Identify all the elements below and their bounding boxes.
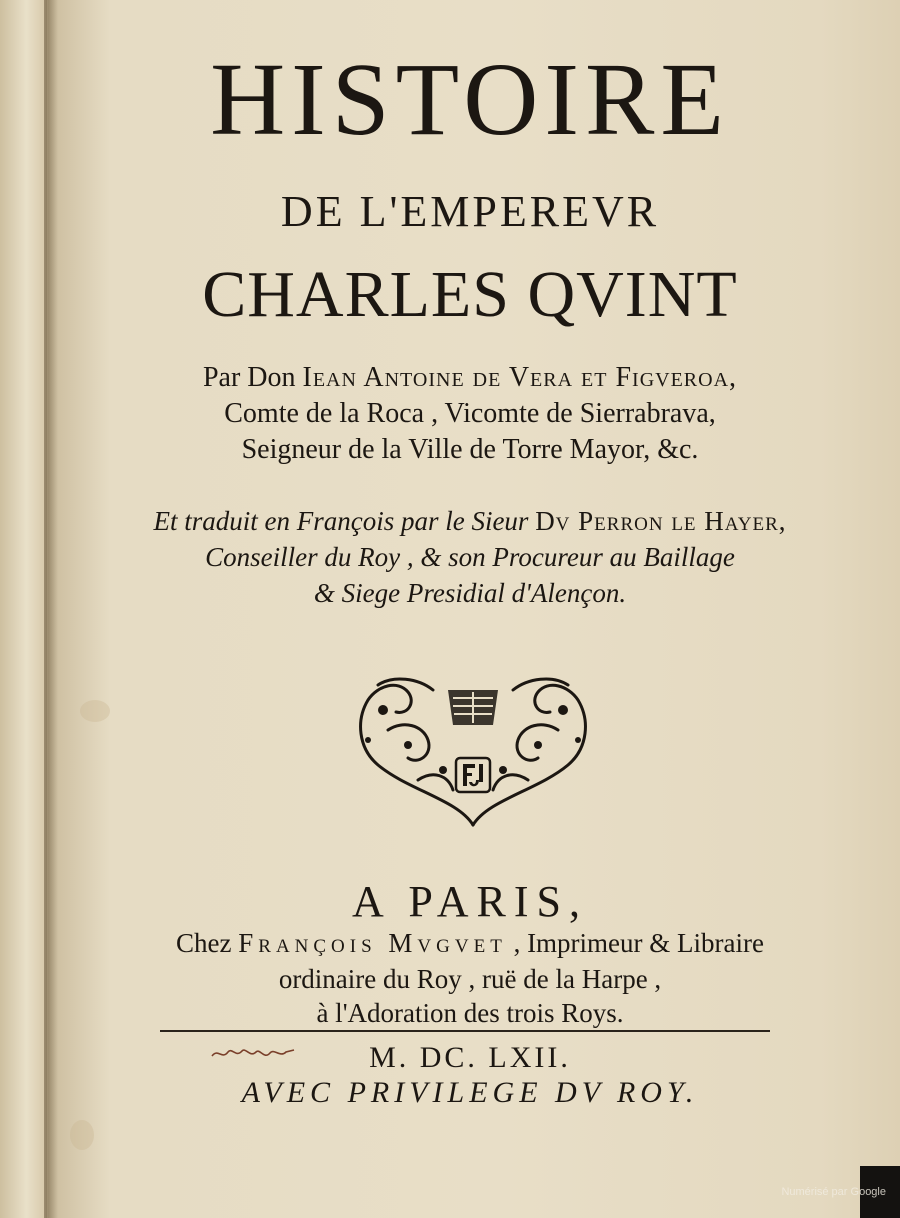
translator-line-1 [60,508,880,535]
translator-prefix: Et traduit en François par le Sieur [153,506,536,536]
paper-stain [80,700,110,722]
imprint-prefix: Chez [176,928,239,958]
facing-page-edge [0,0,44,1218]
imprint-line-2: ordinaire du Roy , ruë de la Harpe , [278,964,662,994]
royal-privilege: AVEC PRIVILEGE DV ROY. [241,1076,699,1109]
translator-line-2: Conseiller du Roy , & son Procureur au Baillage [205,542,735,572]
imprint-line-3: à l'Adoration des trois Roys. [316,998,624,1028]
author-line-3: Seigneur de la Ville de Torre Mayor, &c. [241,434,699,465]
book-gutter [44,0,47,1218]
digitization-watermark: Numérisé par Google [781,1186,886,1198]
imprint-line-1 [60,930,880,957]
printer-name: François Mvgvet [238,928,507,958]
imprint-city: A PARIS, [351,877,589,926]
book-subject: CHARLES QVINT [202,258,738,331]
publication-year: M. DC. LXII. [369,1041,571,1074]
author-name: Iean Antoine de Vera et Figveroa, [302,362,738,393]
translator-line-3: & Siege Presidial d'Alençon. [313,578,627,608]
author-line-2: Comte de la Roca , Vicomte de Sierrabrava, [224,398,716,429]
printers-device-ornament-icon [348,670,598,832]
book-subtitle: DE L'EMPEREVR [280,187,660,236]
paper-stain [70,1120,94,1150]
author-prefix: Par Don [202,362,303,393]
book-title: HISTOIRE [210,42,730,157]
horizontal-rule [160,1030,770,1032]
translator-name: Dv Perron le Hayer, [535,506,787,536]
author-line-1 [60,364,880,392]
imprint-suffix: , Imprimeur & Libraire [506,928,764,958]
